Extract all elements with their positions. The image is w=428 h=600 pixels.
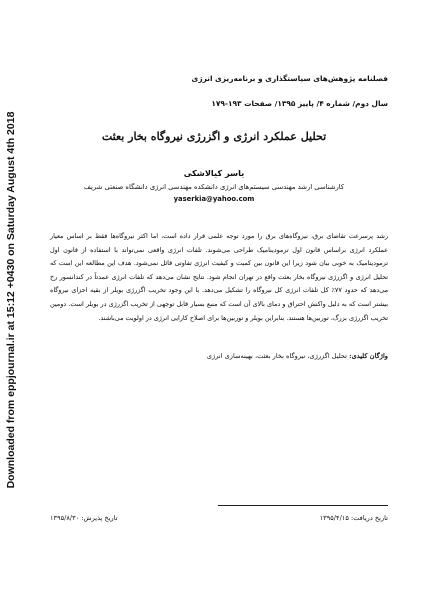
footnote-divider <box>218 505 388 506</box>
author-email: yaserkia@yahoo.com <box>173 195 255 203</box>
watermark-text: Downloaded from eppjournal.ir at 15:12 +0430 on Saturday August 4th 2018 <box>5 111 17 489</box>
journal-name: فصلنامه پژوهش‌های سیاستگذاری و برنامه‌ریزی انرژی <box>191 74 388 83</box>
issue-info: سال دوم/ شماره ۴/ پاییز ۱۳۹۵/ صفحات ۱۹۳-۱۷۹ <box>211 99 388 108</box>
keywords <box>50 352 388 360</box>
received-date: تاریخ دریافت: ۱۳۹۵/۴/۱۵ <box>319 514 388 522</box>
keywords-label: واژگان کلیدی: <box>349 352 388 360</box>
abstract: رشد پرسرعت تقاضای برق، نیروگاه‌های برق را مورد توجه علمی قرار داده است، اما اکثر نیروگاه‌ها فقط بر اساس معیار عملکرد انرژی براساس قانون اول ترمودینامیک طراحی می‌شوند. تلفات انرژی واقعی نمی‌تواند با استفاده از قانون اول ترمودینامیک به خوبی بیان شود زیرا این قانون بین کمیت و کیفیت انرژی تفاوتی قائل نمی‌شود. هدف این مطالعه این است که تحلیل انرژی و اگزرژی نیروگاه بخار بعثت واقع در تهران انجام شود. نتایج نشان می‌دهد که تلفات انرژی عمدتاً در کندانسور رخ می‌دهد که حدود ۷۷٪ کل تلفات انرژی کل نیروگاه را تشکیل می‌دهد. با این وجود تخریب اگزرژی بویلر از بقیه اجزای نیروگاه بیشتر است که به دلیل واکنش احتراق و دمای بالای آن است که منبع بسیار قابل توجهی از تخریب اگزرژی در بویلر است. دومین تخریب اگزرژی بزرگ، توربین‌ها هستند. بنابراین بویلر و توربین‌ها برای اصلاح کارایی انرژی در اولویت می‌باشند. <box>50 232 388 322</box>
author-affiliation: کارشناسی ارشد مهندسی سیستم‌های انرژی دانشکده مهندسی انرژی دانشگاه صنعتی شریف <box>83 183 345 191</box>
author-name: یاسر کیالاشکی <box>183 168 245 178</box>
keywords-list: تحلیل اگزرژی، نیروگاه بخار بعثت، بهینه‌سازی انرژی <box>206 352 348 360</box>
download-watermark <box>0 0 22 600</box>
article-title: تحلیل عملکرد انرژی و اگزرژی نیروگاه بخار بعثت <box>101 130 327 143</box>
accepted-date: تاریخ پذیرش: ۱۳۹۵/۸/۳۰ <box>50 514 118 522</box>
dates-row <box>50 514 388 522</box>
